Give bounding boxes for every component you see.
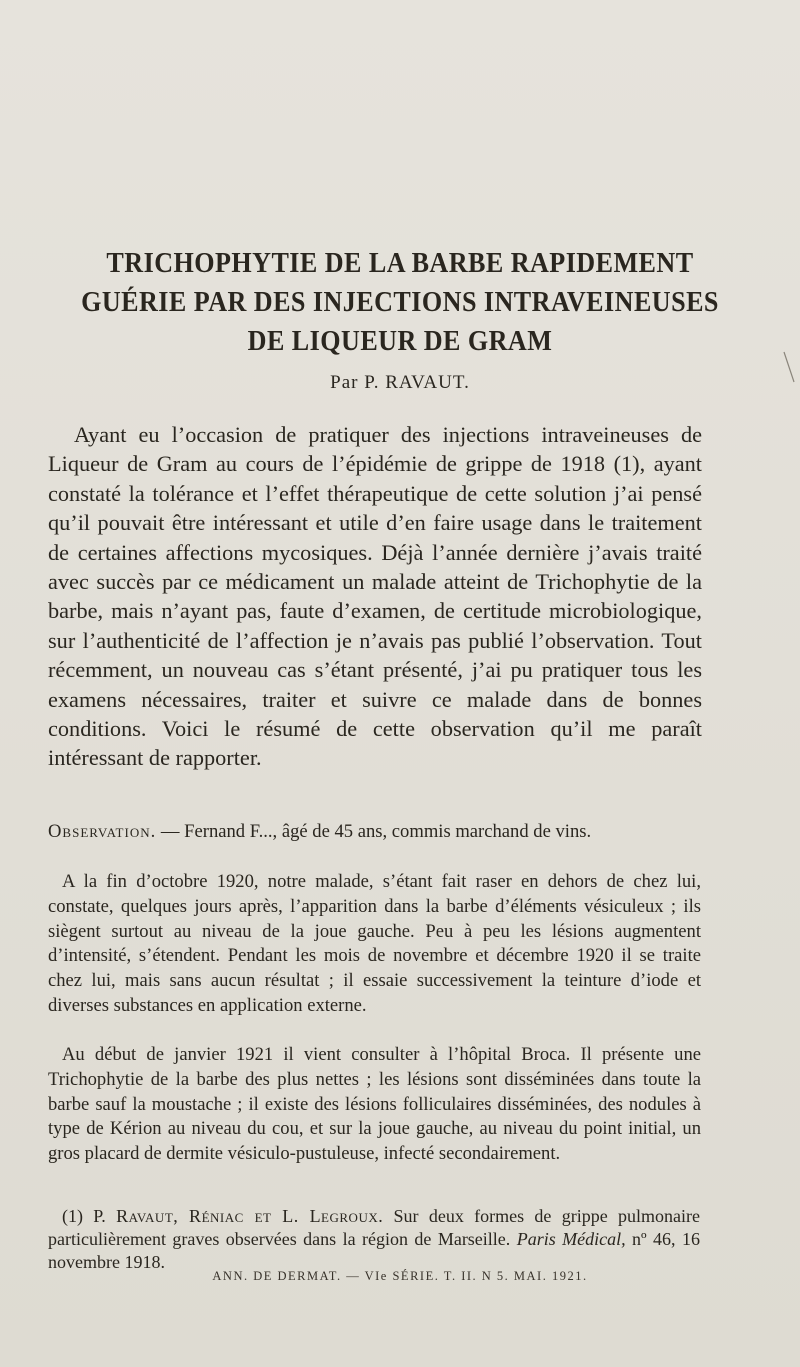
footnote-tail: nº 46, 16 novembre 1918.	[48, 1229, 700, 1272]
observation-paragraph-2: A la fin d’octobre 1920, notre malade, s’étant fait raser en dehors de chez lui, constate, quelques jours après, l’apparition dans la barbe d’éléments vésiculeux ; ils siègent surtout au niveau de la joue gauche. Peu à peu les lésions augmentent d’intensité, s’étendent. Pendant les mois de novembre et décembre 1920 il se traite chez lui, mais sans aucun résultat ; il essaie successivement la teinture d’iode et diverses substances en application externe.	[48, 871, 701, 1016]
margin-pencil-mark	[782, 350, 796, 384]
observation-paragraph-3: Au début de janvier 1921 il vient consulter à l’hôpital Broca. Il présente une Trichophytie de la barbe des plus nettes ; les lésions sont disséminées dans toute la barbe sauf la moustache ; il existe des lésions folliculaires disséminées, des nodules à type de Kérion au niveau du cou, et sur la joue gauche, au niveau du point initial, un gros placard de dermite vésiculo-pustuleuse, infecté secondairement.	[48, 1044, 701, 1165]
title-line-2: GUÉRIE PAR DES INJECTIONS INTRAVEINEUSES	[81, 286, 719, 318]
footnote-text: Sur deux formes de grippe pulmonaire particulièrement graves observées dans la région de Marseille.	[48, 1206, 700, 1249]
observation-heading	[48, 820, 701, 845]
footnote	[48, 1205, 700, 1274]
author-byline: Par P. RAVAUT.	[330, 372, 470, 393]
title-line-3: DE LIQUEUR DE GRAM	[247, 325, 553, 357]
footnote-marker: (1) P.	[62, 1206, 117, 1226]
footnote-journal: Paris Médical,	[516, 1229, 626, 1249]
running-footer: ANN. DE DERMAT. — VIe SÉRIE. T. II. N 5. MAI. 1921.	[212, 1269, 588, 1283]
intro-paragraph: Ayant eu l’occasion de pratiquer des injections intraveineuses de Liqueur de Gram au cours de l’épidémie de grippe de 1918 (1), ayant constaté la tolérance et l’effet thérapeutique de cette solution j’ai pensé qu’il pouvait être intéressant et utile d’en faire usage dans le traitement de certaines affections mycosiques. Déjà l’année dernière j’avais traité avec succès par ce médicament un malade atteint de Trichophytie de la barbe, mais n’ayant pas, faute d’examen, de certitude microbiologique, sur l’authenticité de l’affection je n’avais pas publié l’observation. Tout récemment, un nouveau cas s’étant présenté, j’ai pu pratiquer tous les examens nécessaires, traiter et suivre ce malade dans de bonnes conditions. Voici le résumé de cette observation qu’il me paraît intéressant de rapporter.	[48, 422, 702, 771]
article-title	[76, 244, 724, 361]
observation-heading-text: — Fernand F..., âgé de 45 ans, commis marchand de vins.	[156, 821, 592, 842]
observation-label: Observation.	[48, 821, 157, 842]
footnote-authors: Ravaut, Réniac et L. Legroux.	[116, 1206, 384, 1226]
title-line-1: TRICHOPHYTIE DE LA BARBE RAPIDEMENT	[106, 247, 694, 279]
